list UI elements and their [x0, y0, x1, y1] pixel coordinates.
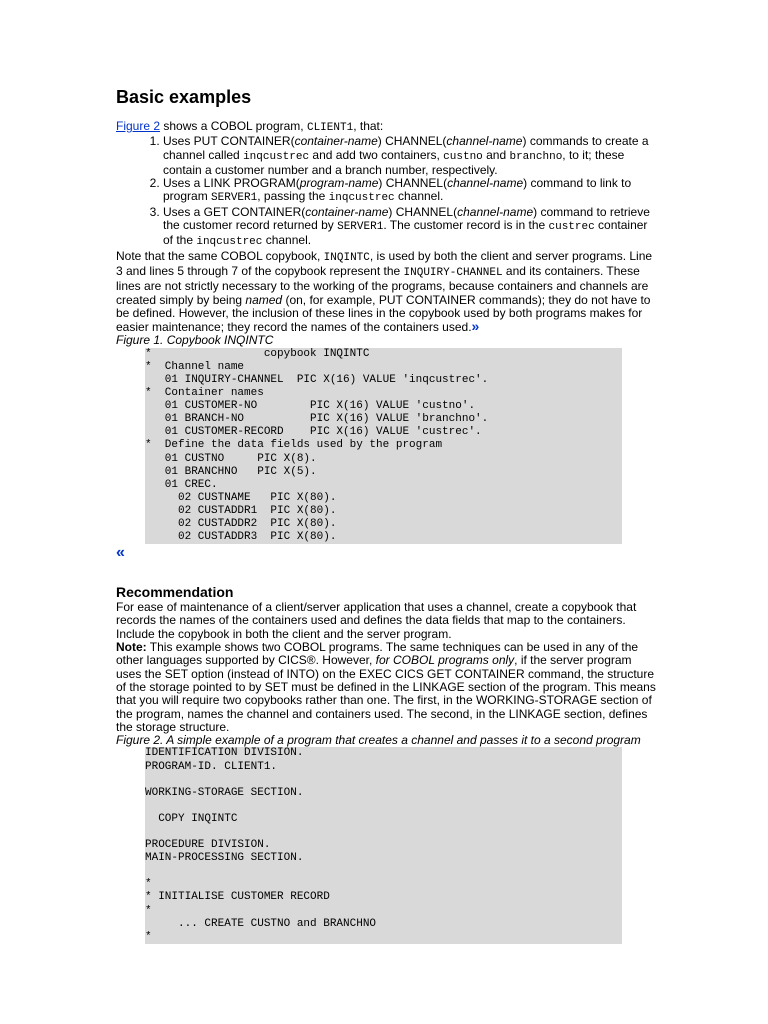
list-item: 2. Uses a LINK PROGRAM(program-name) CHANNEL(channel-name) command to link to program SERVER1, passing the inqcustrec channel. [163, 177, 656, 206]
list-item: 1. Uses PUT CONTAINER(container-name) CHANNEL(channel-name) commands to create a channel called inqcustrec and add two containers, custno and branchno, to it; these contain a customer number and a branch number, respectively. [163, 135, 656, 177]
figure-2-caption: Figure 2. A simple example of a program that creates a channel and passes it to a second program [116, 733, 641, 748]
figure-2-link[interactable]: Figure 2 [116, 119, 161, 133]
note-paragraph: Note: This example shows two COBOL programs. The same techniques can be used in any of the other languages supported by CICS®. However, for COBOL programs only, if the server program uses the SET option (instead of INTO) on the EXEC CICS GET CONTAINER command, the structure of the storage pointed to by SET must be defined in the LINKAGE section of the program. This means that you will require two copybooks rather than one. The first, in the WORKING-STORAGE section of the program, names the channel and containers used. The second, in the LINKAGE section, defines the storage structure. [116, 640, 656, 734]
copybook-note-paragraph: Note that the same COBOL copybook, INQINTC, is used by both the client and server programs. Line 3 and lines 5 through 7 of the copybook represent the INQUIRY-CHANNEL and its containers. These lines are not strictly necessary to the working of the programs, because containers and channels are created simply by being named (on, for example, PUT CONTAINER commands); they do not have to be defined. However, the inclusion of these lines in the copybook used by both programs makes for easier maintenance; they record the names of the containers used.» [116, 248, 653, 335]
intro-paragraph: Figure 2 shows a COBOL program, CLIENT1, that: [116, 119, 384, 134]
recommendation-paragraph: For ease of maintenance of a client/server application that uses a channel, create a copybook that records the names of the containers used and defines the data fields that map to the containers. Include the copybook in both the client and the server program. [116, 600, 637, 641]
forward-arrow-icon[interactable]: » [471, 318, 480, 335]
list-item: 3. Uses a GET CONTAINER(container-name) CHANNEL(channel-name) command to retrieve the customer record returned by SERVER1. The customer record is in the custrec container of the inqcustrec channel. [163, 206, 656, 250]
steps-list [116, 135, 656, 249]
recommendation-heading: Recommendation [116, 584, 234, 601]
figure-2-code-block: IDENTIFICATION DIVISION. PROGRAM-ID. CLIENT1. WORKING-STORAGE SECTION. COPY INQINTC PROCEDURE DIVISION. MAIN-PROCESSING SECTION. * * INITIALISE CUSTOMER RECORD * ... CREATE CUSTNO and BRANCHNO * [145, 747, 622, 943]
document-content [116, 86, 656, 944]
page-title: Basic examples [116, 87, 252, 107]
back-arrow-icon[interactable]: « [116, 544, 125, 562]
figure-1-caption: Figure 1. Copybook INQINTC [116, 333, 274, 348]
figure-1-code-block: * copybook INQINTC * Channel name 01 INQUIRY-CHANNEL PIC X(16) VALUE 'inqcustrec'. * Container names 01 CUSTOMER-NO PIC X(16) VALUE 'custno'. 01 BRANCH-NO PIC X(16) VALUE 'branchno'. 01 CUSTOMER-RECORD PIC X(16) VALUE 'custrec'. * Define the data fields used by the program 01 CUSTNO PIC X(8). 01 BRANCHNO PIC X(5). 01 CREC. 02 CUSTNAME PIC X(80). 02 CUSTADDR1 PIC X(80). 02 CUSTADDR2 PIC X(80). 02 CUSTADDR3 PIC X(80). [145, 348, 622, 544]
